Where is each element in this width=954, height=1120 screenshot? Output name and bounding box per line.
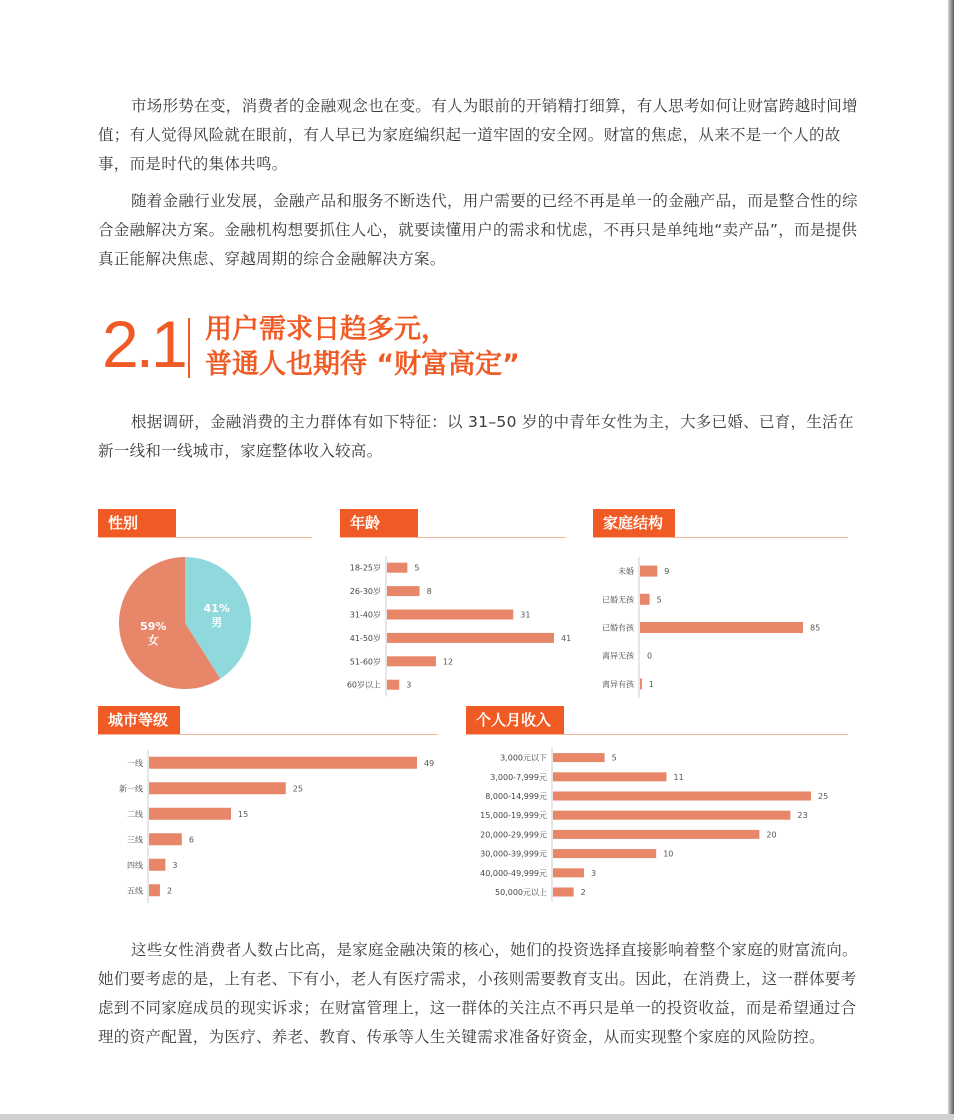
city-bar <box>149 808 231 820</box>
page-edge-right <box>948 0 954 1120</box>
section-title-line-2: 普通人也期待 “财富高定” <box>205 349 520 380</box>
survey-paragraph: 根据调研，金融消费的主力群体有如下特征：以 31–50 岁的中青年女性为主，大多已婚、已育，生活在新一线和一线城市，家庭整体收入较高。 <box>98 413 854 460</box>
section-title <box>205 312 520 382</box>
income-category-label: 50,000元以上 <box>495 888 547 897</box>
income-bar <box>553 888 574 897</box>
income-title-rule <box>466 734 848 735</box>
income-value-label: 20 <box>766 830 777 840</box>
income-bar <box>553 772 667 781</box>
age-bar <box>387 633 554 643</box>
city-value-label: 15 <box>238 809 249 819</box>
family-value-label: 9 <box>664 567 670 577</box>
age-value-label: 12 <box>442 657 454 667</box>
family-bar <box>640 622 803 633</box>
section-number: 2.1 <box>102 307 185 381</box>
family-title-rule <box>593 537 848 538</box>
family-bar-chart <box>593 557 848 697</box>
age-value-label: 8 <box>426 587 432 597</box>
city-value-label: 2 <box>166 886 173 896</box>
income-value-label: 5 <box>611 753 617 763</box>
city-category-label: 五线 <box>127 886 143 896</box>
city-bar <box>149 782 286 794</box>
city-bar <box>149 859 165 871</box>
family-value-label: 1 <box>648 679 655 689</box>
city-value-label: 6 <box>188 835 194 845</box>
pie-value-female: 59% <box>140 620 167 634</box>
family-chart-title: 家庭结构 <box>593 509 675 537</box>
age-value-label: 41 <box>561 633 572 643</box>
family-category-label: 已婚无孩 <box>602 595 634 605</box>
income-bar <box>553 753 605 762</box>
city-bar <box>149 833 182 845</box>
income-category-label: 3,000元以下 <box>500 753 547 763</box>
family-category-label: 已婚有孩 <box>602 623 634 633</box>
city-chart-title: 城市等级 <box>98 706 180 734</box>
income-value-label: 10 <box>663 849 674 859</box>
age-bar-chart <box>340 556 580 696</box>
page-edge-bottom <box>0 1114 954 1120</box>
age-category-label: 26-30岁 <box>349 587 381 597</box>
income-bar <box>553 849 656 858</box>
income-value-label: 11 <box>673 772 684 782</box>
age-category-label: 41-50岁 <box>349 633 381 643</box>
income-value-label: 2 <box>580 888 586 897</box>
city-value-label: 3 <box>172 860 178 870</box>
city-bar <box>149 884 160 896</box>
income-bar <box>553 830 759 839</box>
city-category-label: 四线 <box>127 860 143 870</box>
income-bar-chart <box>466 748 848 904</box>
section-title-line-1: 用户需求日趋多元， <box>205 314 448 345</box>
age-category-label: 31-40岁 <box>349 610 381 620</box>
family-bar <box>640 678 642 689</box>
income-category-label: 8,000-14,999元 <box>485 792 547 801</box>
income-value-label: 3 <box>590 868 597 878</box>
city-category-label: 一线 <box>127 758 143 768</box>
family-value-label: 0 <box>647 651 653 661</box>
income-bar <box>553 868 584 877</box>
age-title-rule <box>340 537 566 538</box>
age-category-label: 18-25岁 <box>349 563 381 573</box>
income-category-label: 3,000-7,999元 <box>490 772 547 782</box>
income-bar <box>553 811 790 820</box>
family-category-label: 离异有孩 <box>602 679 634 689</box>
city-value-label: 49 <box>424 758 435 768</box>
income-category-label: 30,000-39,999元 <box>480 849 547 859</box>
family-category-label: 未婚 <box>618 567 634 577</box>
age-value-label: 5 <box>414 563 420 573</box>
income-category-label: 40,000-49,999元 <box>480 868 547 878</box>
family-value-label: 5 <box>656 595 662 605</box>
conclusion-paragraph: 这些女性消费者人数占比高，是家庭金融决策的核心，她们的投资选择直接影响着整个家庭的财富流向。她们要考虑的是，上有老、下有小，老人有医疗需求，小孩则需要教育支出。因此，在消费上，这一群体要考虑到不同家庭成员的现实诉求；在财富管理上，这一群体的关注点不再只是单一的投资收益，而是希望通过合理的资产配置，为医疗、养老、教育、传承等人生关键需求准备好资金，从而实现整个家庭的风险防控。 <box>98 941 858 1046</box>
city-bar-chart <box>98 750 448 900</box>
age-bar <box>387 586 420 596</box>
age-bar <box>387 680 399 690</box>
section-divider <box>188 318 190 378</box>
income-value-label: 25 <box>818 792 829 801</box>
age-bar <box>387 563 407 573</box>
income-category-label: 20,000-29,999元 <box>480 830 547 840</box>
gender-title-rule <box>98 537 312 538</box>
age-category-label: 60岁以上 <box>346 680 381 690</box>
age-bar <box>387 656 436 666</box>
pie-label-male: 男 <box>211 615 223 629</box>
city-value-label: 25 <box>292 784 303 794</box>
pie-value-male: 41% <box>203 601 230 615</box>
family-value-label: 85 <box>810 623 821 633</box>
gender-pie-chart <box>110 548 260 698</box>
income-bar <box>553 792 811 801</box>
age-bar <box>387 610 513 620</box>
income-value-label: 23 <box>797 811 808 821</box>
city-title-rule <box>98 734 438 735</box>
city-bar <box>149 757 417 769</box>
city-category-label: 二线 <box>127 809 143 819</box>
city-category-label: 新一线 <box>119 784 143 794</box>
age-chart-title: 年龄 <box>340 509 418 537</box>
family-bar <box>640 566 657 577</box>
gender-chart-title: 性别 <box>98 509 176 537</box>
age-value-label: 3 <box>406 680 412 690</box>
age-category-label: 51-60岁 <box>349 657 381 667</box>
intro-paragraph-1: 市场形势在变，消费者的金融观念也在变。有人为眼前的开销精打细算，有人思考如何让财富跨越时间增值；有人觉得风险就在眼前，有人早已为家庭编织起一道牢固的安全网。财富的焦虑，从来不是一个人的故事，而是时代的集体共鸣。 <box>98 97 858 173</box>
age-value-label: 31 <box>520 610 531 620</box>
family-category-label: 离异无孩 <box>602 651 634 661</box>
income-category-label: 15,000-19,999元 <box>480 811 547 821</box>
intro-paragraph-2: 随着金融行业发展，金融产品和服务不断迭代，用户需要的已经不再是单一的金融产品，而是整合性的综合金融解决方案。金融机构想要抓住人心，就要读懂用户的需求和忧虑，不再只是单纯地“卖产品”，而是提供真正能解决焦虑、穿越周期的综合金融解决方案。 <box>98 192 858 268</box>
family-bar <box>640 594 650 605</box>
pie-label-female: 女 <box>147 634 159 648</box>
city-category-label: 三线 <box>127 835 143 845</box>
income-chart-title: 个人月收入 <box>466 706 564 734</box>
